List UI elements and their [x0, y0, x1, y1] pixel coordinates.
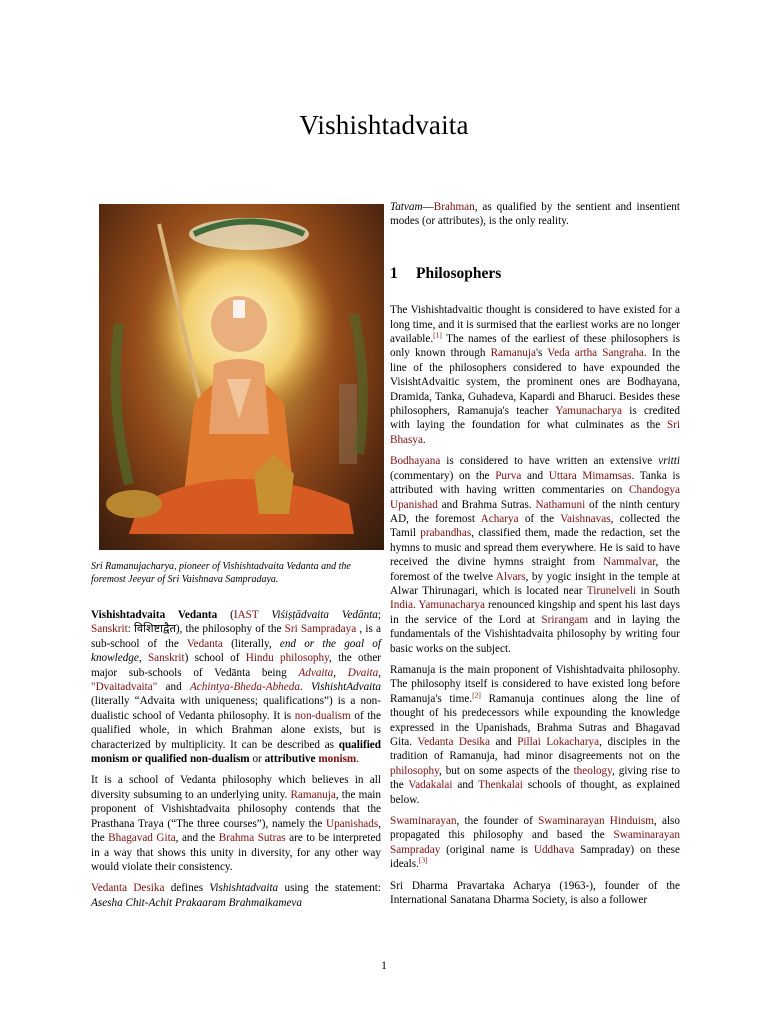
wiki-link[interactable]: Dvaita [347, 666, 379, 679]
wiki-link[interactable]: Sri Sampradaya [284, 623, 357, 636]
text-run: (literally, [222, 637, 280, 650]
text-run: Vishishtadvaita Vedanta [91, 609, 218, 621]
wiki-link[interactable]: India [390, 599, 413, 612]
wiki-link[interactable]: monism [318, 753, 357, 766]
wiki-link[interactable]: "Dvaitadvaita" [91, 681, 158, 694]
wiki-link[interactable]: Alvars [495, 570, 526, 583]
text-run: is considered to have written an extensive [440, 455, 659, 468]
text-run: , [378, 666, 381, 679]
text-run: , the main proponent of Vishishtadvaita philosophy contends that the Prasthana Traya (“The three courses”), namely the [91, 788, 382, 830]
text-run: . [422, 433, 426, 446]
figure-caption: Sri Ramanujacharya, pioneer of Vishishtadvaita Vedanta and the foremost Jeeyar of Sri Vaishnava Sampradaya. [91, 561, 351, 585]
wiki-link[interactable]: Hindu philosophy [245, 652, 329, 665]
wiki-link[interactable]: Nathamuni [535, 498, 586, 511]
wiki-link[interactable]: Vedanta [186, 637, 223, 650]
text-run [259, 609, 272, 621]
text-run: Sampraday) on these ideals. [390, 843, 680, 871]
text-run: . Tanka is attributed with having written commentaries on [390, 469, 680, 497]
text-run: , disciples in the tradition of Ramanuja, had minor disagreements not on the [390, 736, 680, 763]
philosophers-paragraph-5 [390, 879, 680, 908]
wiki-link[interactable]: Advaita [298, 666, 334, 679]
wiki-link[interactable]: Sri Bhasya [390, 419, 680, 446]
wiki-link[interactable]: non-dualism [294, 709, 351, 722]
desika-definition-paragraph [91, 881, 381, 910]
text-run: , but on some aspects of the [439, 764, 574, 777]
philosophers-paragraph-4 [390, 814, 680, 872]
text-run: defines [164, 882, 210, 895]
wiki-link[interactable]: Bodhayana [390, 455, 441, 468]
text-run: using the statement: [278, 882, 381, 895]
wiki-link[interactable]: theology [573, 764, 613, 777]
text-run: : विशिष्टाद्वैत), the philosophy of the [127, 623, 285, 636]
philosophers-paragraph-1 [390, 303, 680, 447]
text-run: in South [636, 584, 680, 597]
wiki-link[interactable]: Uddhava [533, 843, 575, 856]
text-run: and Brahma Sutras. [437, 498, 536, 511]
text-run: It is a school of Vedanta philosophy which believes in all diversity subsuming to an underlying unity. [91, 774, 381, 801]
wiki-link[interactable]: Ramanuja [490, 347, 536, 360]
wiki-link[interactable]: Vaishnavas [560, 512, 611, 525]
text-run: Ramanuja is the main proponent of Vishishtadvaita philosophy. The philosophy itself is considered to have existed long before Ramanuja's time. [390, 663, 680, 705]
wiki-link[interactable]: Veda artha Sangraha [547, 347, 644, 360]
text-run: end or the goal of knowledge [91, 637, 381, 665]
wiki-link[interactable]: Ramanuja [290, 788, 336, 801]
text-run: (original name is [440, 843, 534, 856]
text-run: renounced kingship and spent his last days in the service of the Lord at [390, 599, 680, 626]
citation-link[interactable]: [3] [418, 855, 428, 865]
section-number: 1 [390, 264, 398, 282]
text-run: , the other major sub-schools of Vedānta being [91, 652, 382, 679]
wiki-link[interactable]: Thenkalai [478, 779, 523, 792]
wiki-link[interactable]: Vedanta Desika [417, 736, 490, 748]
text-run: VishishtAdvaita [310, 681, 381, 694]
wiki-link[interactable]: Tirunelveli [586, 584, 637, 597]
text-run: Ramanuja continues along the line of thought of his predecessors while expounding the knowledge expressed in the Upanishads, Brahma Sutras and Bhagavad Gita. [390, 692, 680, 748]
text-run: , as qualified by the sentient and insentient modes (or attributes), is the only reality. [390, 201, 680, 228]
text-run: ; [377, 609, 382, 621]
text-run: Vishishtadvaita [209, 882, 279, 895]
text-run: is credited with laying the foundation for what culminates as the [390, 405, 680, 432]
wiki-link[interactable]: Upanishads [326, 817, 379, 830]
right-column [390, 200, 680, 914]
text-run: schools of thought, as explained below. [390, 779, 681, 806]
text-run: or [249, 753, 265, 766]
philosophers-paragraph-2 [390, 454, 680, 656]
text-run: of the [518, 512, 561, 525]
wiki-link[interactable]: Yamunacharya [555, 405, 622, 418]
wiki-link[interactable]: Purva [495, 469, 522, 482]
section-title: Philosophers [416, 264, 502, 282]
wiki-link[interactable]: Nammalvar [603, 556, 656, 569]
text-run: Tatvam [390, 201, 423, 213]
wiki-link[interactable]: Acharya [480, 512, 519, 525]
text-run: , [138, 652, 148, 665]
text-run: , the foremost of the twelve [390, 556, 681, 583]
wiki-link[interactable]: philosophy [390, 764, 439, 777]
text-run: . [413, 599, 419, 612]
wiki-link[interactable]: Yamunacharya [418, 599, 485, 612]
wiki-link[interactable]: Vedanta Desika [91, 882, 165, 895]
unity-paragraph [91, 773, 381, 874]
wiki-link[interactable]: Swaminarayan Sampraday [390, 829, 680, 856]
text-run: attributive [264, 753, 319, 766]
wiki-link[interactable]: Brahma Sutras [218, 832, 286, 845]
page-number: 1 [381, 960, 387, 972]
intro-paragraph [91, 608, 381, 766]
text-run: of the qualified whole, in which Brahman alone exists, but is characterized by multiplicity. It can be described as [91, 709, 381, 751]
text-run: ( [217, 609, 234, 621]
text-run: of the ninth century AD, the foremost [390, 498, 680, 525]
text-run: Sri Dharma Pravartaka Acharya (1963-), founder of the International Sanatana Dharma Society, is also a follower [390, 879, 680, 907]
page-title: Vishishtadvaita [299, 110, 469, 140]
citation-link[interactable]: [1] [433, 330, 442, 340]
text-run: , the [91, 817, 381, 845]
text-run: , and the [175, 832, 219, 845]
text-run: are to be interpreted in a way that shows this unity in diversity, for any other way would violate their consistency. [91, 832, 382, 873]
text-run: The Vishishtadvaitic thought is considered to have existed for a long time, and it is surmised that the earliest works are no longer available. [390, 304, 680, 346]
philosophers-paragraph-3 [390, 663, 680, 807]
text-run: . [299, 681, 311, 694]
wiki-link[interactable]: Uttara Mimamsas [548, 469, 632, 482]
text-run: (commentary) on the [390, 469, 496, 482]
text-run: , is a sub-school of the [91, 623, 381, 650]
text-run: , [333, 666, 348, 679]
wiki-link[interactable]: Srirangam [541, 613, 589, 626]
wiki-link[interactable]: Pillai Lokacharya [517, 736, 600, 748]
text-run: (literally “Advaita with uniqueness; qualifications”) is a non-dualistic school of Vedanta philosophy. It is [91, 695, 381, 722]
text-run: , collected the Tamil [390, 512, 680, 540]
wiki-link[interactable]: prabandhas [420, 527, 472, 540]
text-run: and [521, 469, 549, 482]
wiki-link[interactable]: IAST [233, 609, 259, 621]
text-run: ) school of [184, 652, 246, 665]
section-heading-philosophers [390, 264, 680, 282]
text-run: , classified them, made the redaction, set the hymns to music and spread them everywhere. He is said to have received the divine hymns straight from [390, 527, 680, 569]
text-run: vritti [658, 455, 680, 468]
text-run: and [157, 681, 190, 694]
wiki-link[interactable]: Chandogya Upanishad [390, 484, 680, 511]
painting-illustration [99, 204, 384, 550]
text-run: . In the line of the philosophers considered to have expounded the VisishtAdvaitic system, the prominent ones are Bodhayana, Dramida, Tanka, Guhadeva, Kapardi and Bharuci. Besides these philosophers, Ramanuja's teacher [390, 347, 680, 418]
text-run: The names of the earliest of these philosophers is only known through [390, 333, 680, 360]
wiki-link[interactable]: Vadakalai [408, 779, 453, 792]
wiki-link[interactable]: Swaminarayan Hinduism [538, 815, 654, 828]
tatvam-continuation-paragraph [390, 200, 680, 229]
wiki-link[interactable]: Sanskrit [147, 652, 185, 665]
wiki-link[interactable]: Sanskrit [91, 623, 128, 636]
text-run: qualified monism or qualified non-dualism [91, 738, 381, 766]
wiki-link[interactable]: Bhagavad Gita [108, 832, 176, 845]
text-run: , giving rise to the [390, 764, 680, 792]
text-run: and [452, 779, 479, 792]
ramanujacharya-painting [99, 204, 384, 550]
text-run: Asesha Chit-Achit Prakaaram Brahmaikameva [91, 896, 302, 909]
text-run: — [422, 201, 434, 213]
wiki-link[interactable]: Brahman [433, 201, 475, 213]
wiki-link[interactable]: Swaminarayan [390, 815, 457, 828]
wiki-link[interactable]: Achintya-Bheda-Abheda [189, 681, 300, 694]
text-run: . [356, 753, 360, 766]
text-run: 's [535, 347, 548, 360]
text-run: , by yogic insight in the temple at Alwar Thirunagari, which is located near [390, 570, 681, 597]
text-run: , also propagated this philosophy and based the [390, 815, 681, 842]
text-run: Viśiṣṭādvaita Vedānta [271, 609, 378, 621]
citation-link[interactable]: [2] [472, 690, 481, 700]
text-run: and [490, 736, 518, 748]
text-run: , the founder of [456, 815, 539, 828]
left-column [91, 200, 381, 917]
text-run: and in laying the fundamentals of the Vishishtadvaita philosophy by writing four basic works on the subject. [390, 613, 680, 655]
